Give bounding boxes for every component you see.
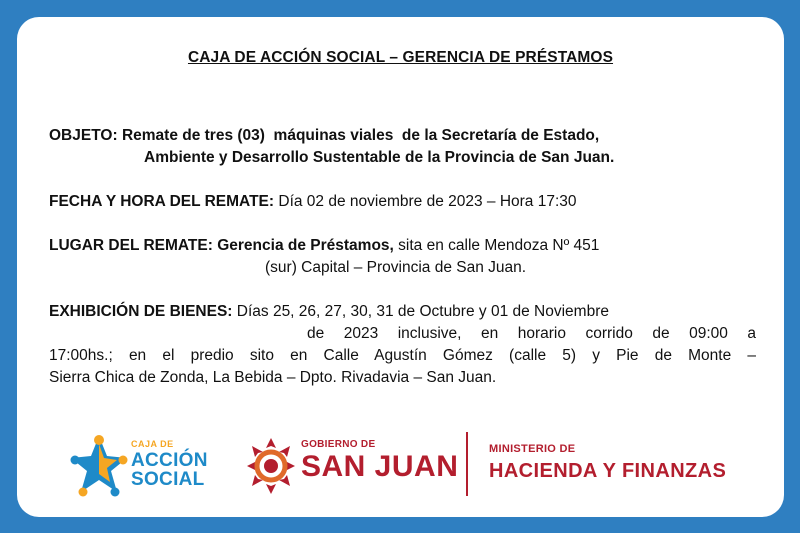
ministerio-logo-big: HACIENDA Y FINANZAS [489, 460, 727, 482]
objeto-line2: Ambiente y Desarrollo Sustentable de la Provincia de San Juan. [144, 149, 615, 166]
lugar-bold-value: Gerencia de Préstamos, [217, 237, 394, 254]
exhibicion-label: EXHIBICIÓN DE BIENES: [49, 303, 233, 320]
gobierno-logo-small: GOBIERNO DE [301, 439, 376, 450]
gobierno-san-juan-logo [245, 432, 465, 502]
exhibicion-line4: Sierra Chica de Zonda, La Bebida – Dpto. Rivadavia – San Juan. [49, 369, 497, 386]
fecha-value: Día 02 de noviembre de 2023 – Hora 17:30 [278, 193, 577, 210]
exhibicion-line1: Días 25, 26, 27, 30, 31 de Octubre y 01 de Noviembre [236, 303, 609, 320]
objeto-section [49, 125, 614, 169]
lugar-label: LUGAR DEL REMATE: [49, 237, 213, 254]
exhibicion-section [49, 301, 756, 389]
caja-star-icon [69, 434, 129, 498]
gobierno-logo-big: SAN JUAN [301, 450, 459, 483]
objeto-label: OBJETO: [49, 127, 118, 144]
fecha-section [49, 191, 577, 213]
caja-logo-line1: ACCIÓN [131, 450, 208, 471]
notice-card [17, 17, 784, 517]
page-title: CAJA DE ACCIÓN SOCIAL – GERENCIA DE PRÉSTAMOS [187, 49, 614, 66]
caja-logo-small: CAJA DE [131, 439, 174, 449]
ministerio-logo [489, 444, 726, 481]
exhibicion-line3: 17:00hs.; en el predio sito en Calle Agustín Gómez (calle 5) y Pie de Monte – [49, 347, 756, 364]
objeto-line1: Remate de tres (03) máquinas viales de la Secretaría de Estado, [121, 127, 600, 144]
san-juan-sun-icon [245, 436, 297, 496]
caja-accion-social-logo [69, 432, 239, 502]
logo-divider [466, 432, 468, 496]
lugar-section [49, 235, 599, 279]
footer-logos [17, 432, 784, 502]
caja-logo-line2: SOCIAL [131, 469, 205, 490]
lugar-line2: (sur) Capital – Provincia de San Juan. [265, 259, 527, 276]
fecha-label: FECHA Y HORA DEL REMATE: [49, 193, 275, 210]
exhibicion-line2: de 2023 inclusive, en horario corrido de 09:00 a [307, 325, 756, 342]
ministerio-logo-small: MINISTERIO DE [489, 443, 576, 455]
lugar-line1-rest: sita en calle Mendoza Nº 451 [398, 237, 600, 254]
